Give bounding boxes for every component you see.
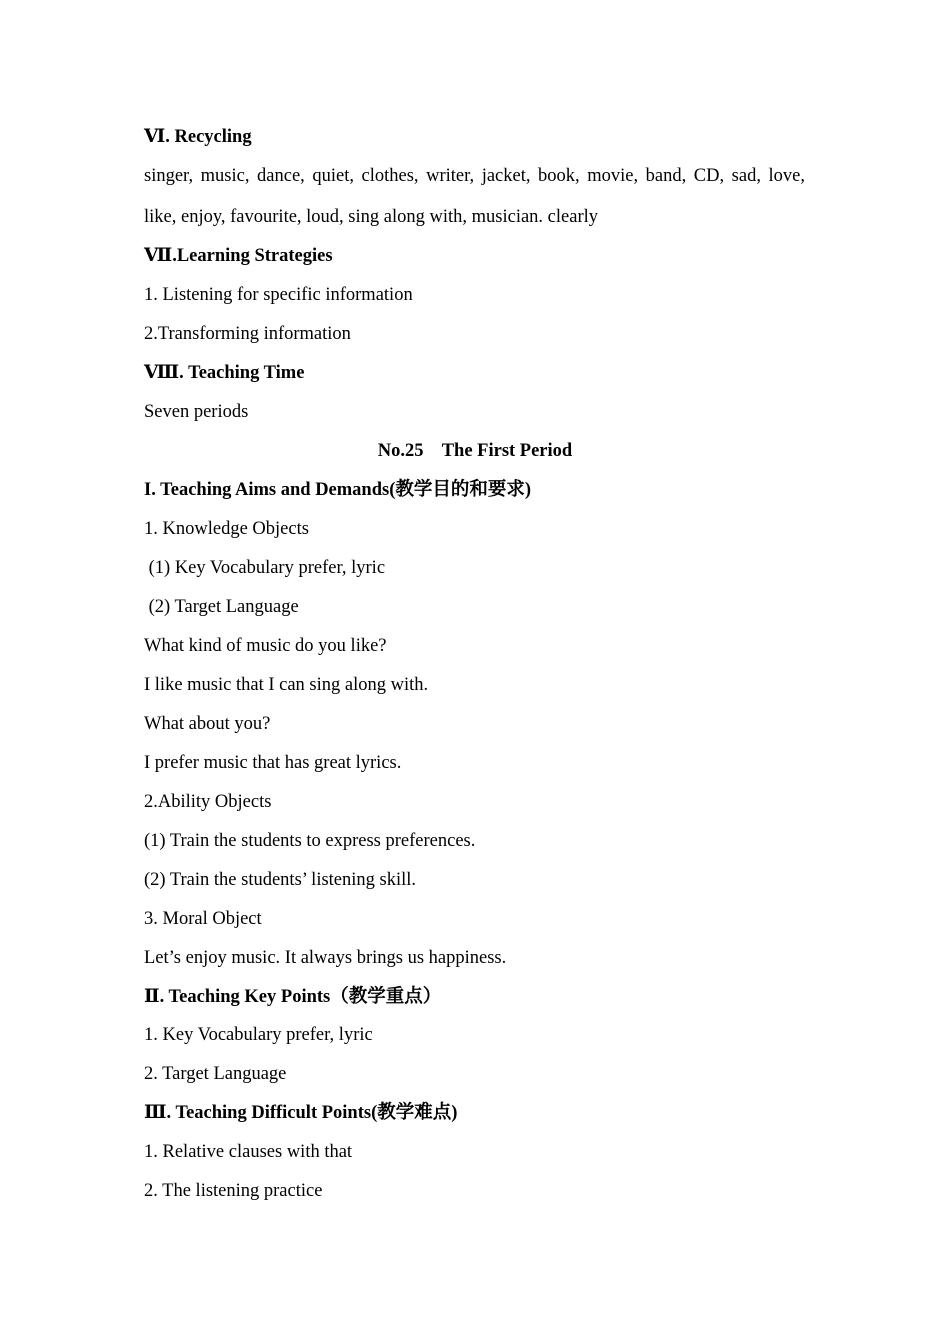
recycling-words-line-1: singer, music, dance, quiet, clothes, writer, jacket, book, movie, band, CD, sad, love, (144, 166, 805, 186)
difficult-points-item-1: 1. Relative clauses with that (144, 1142, 353, 1162)
key-points-heading: Ⅱ. Teaching Key Points（教学重点） (144, 987, 442, 1007)
teaching-time-value: Seven periods (144, 402, 249, 422)
moral-object: 3. Moral Object (144, 909, 262, 929)
strategies-heading: Ⅶ.Learning Strategies (144, 246, 333, 266)
key-vocabulary: (1) Key Vocabulary prefer, lyric (144, 558, 386, 578)
dialogue-answer-1: I like music that I can sing along with. (144, 675, 429, 695)
recycling-words-line-2: like, enjoy, favourite, loud, sing along with, musician. clearly (144, 207, 598, 227)
aims-heading: I. Teaching Aims and Demands(教学目的和要求) (144, 480, 532, 500)
recycling-heading: Ⅵ. Recycling (144, 127, 252, 147)
dialogue-question-2: What about you? (144, 714, 271, 734)
teaching-time-heading: Ⅷ. Teaching Time (144, 363, 305, 383)
key-points-item-1: 1. Key Vocabulary prefer, lyric (144, 1025, 373, 1045)
period-title: No.25 The First Period (377, 441, 573, 461)
strategy-item-2: 2.Transforming information (144, 324, 351, 344)
ability-item-2: (2) Train the students’ listening skill. (144, 870, 417, 890)
target-language: (2) Target Language (144, 597, 299, 617)
difficult-points-item-2: 2. The listening practice (144, 1181, 323, 1201)
ability-item-1: (1) Train the students to express preferences. (144, 831, 476, 851)
moral-object-text: Let’s enjoy music. It always brings us happiness. (144, 948, 507, 968)
key-points-item-2: 2. Target Language (144, 1064, 287, 1084)
dialogue-question-1: What kind of music do you like? (144, 636, 387, 656)
difficult-points-heading: Ⅲ. Teaching Difficult Points(教学难点) (144, 1103, 458, 1123)
ability-objects: 2.Ability Objects (144, 792, 272, 812)
dialogue-answer-2: I prefer music that has great lyrics. (144, 753, 402, 773)
knowledge-objects: 1. Knowledge Objects (144, 519, 309, 539)
strategy-item-1: 1. Listening for specific information (144, 285, 413, 305)
